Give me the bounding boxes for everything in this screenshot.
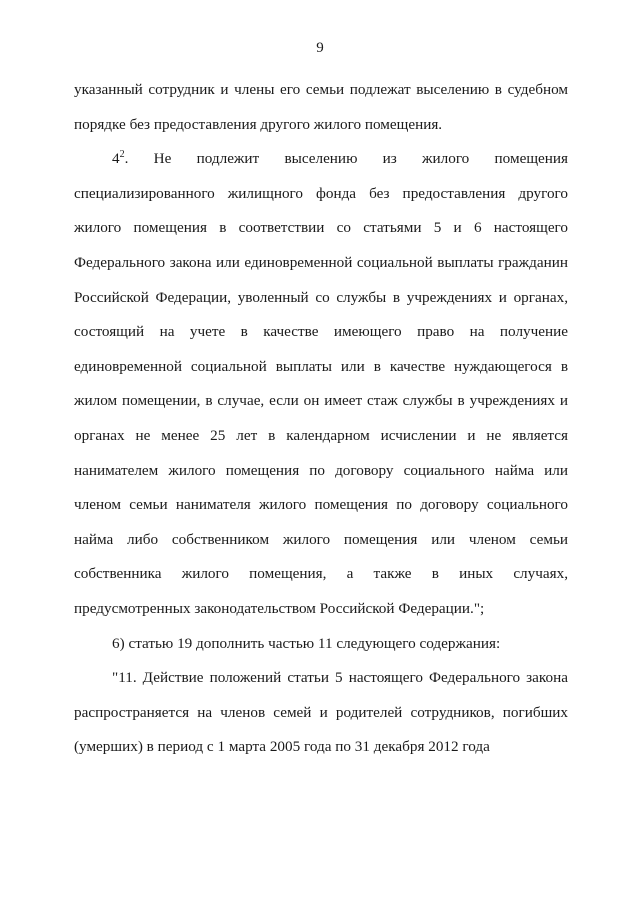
paragraph-eviction-court: указанный сотрудник и члены его семьи подлежат выселению в судебном порядке без предоставления другого жилого помещения. (74, 81, 568, 133)
document-body (74, 73, 568, 765)
clause-superscript: 2 (119, 149, 125, 161)
clause-text: . Не подлежит выселению из жилого помещения специализированного жилищного фонда без предоставления другого жилого помещения в соответствии со статьями 5 и 6 настоящего Федерального закона или единовременной социальной выплаты гражданин Российской Федерации, уволенный со службы в учреждениях и органах, состоящий на учете в качестве имеющего право на получение единовременной социальной выплаты или в качестве нуждающегося в жилом помещении, в случае, если он имеет стаж службы в учреждениях и органах не менее 25 лет в календарном исчислении и не является нанимателем жилого помещения по договору социального найма или членом семьи нанимателя жилого помещения по договору социального найма либо собственником жилого помещения или членом семьи собственника жилого помещения, а также в иных случаях, предусмотренных законодательством Российской Федерации."; (74, 150, 568, 617)
paragraph-article-19-amendment: 6) статью 19 дополнить частью 11 следующего содержания: (112, 634, 501, 652)
page-number: 9 (316, 40, 324, 56)
clause-number: 4 (112, 150, 120, 168)
paragraph-part-11: "11. Действие положений статьи 5 настоящего Федерального закона распространяется на членов семей и родителей сотрудников, погибших (умерших) в период с 1 марта 2005 года по 31 декабря 2012 года (74, 669, 568, 756)
paragraph-4-2 (74, 142, 568, 626)
